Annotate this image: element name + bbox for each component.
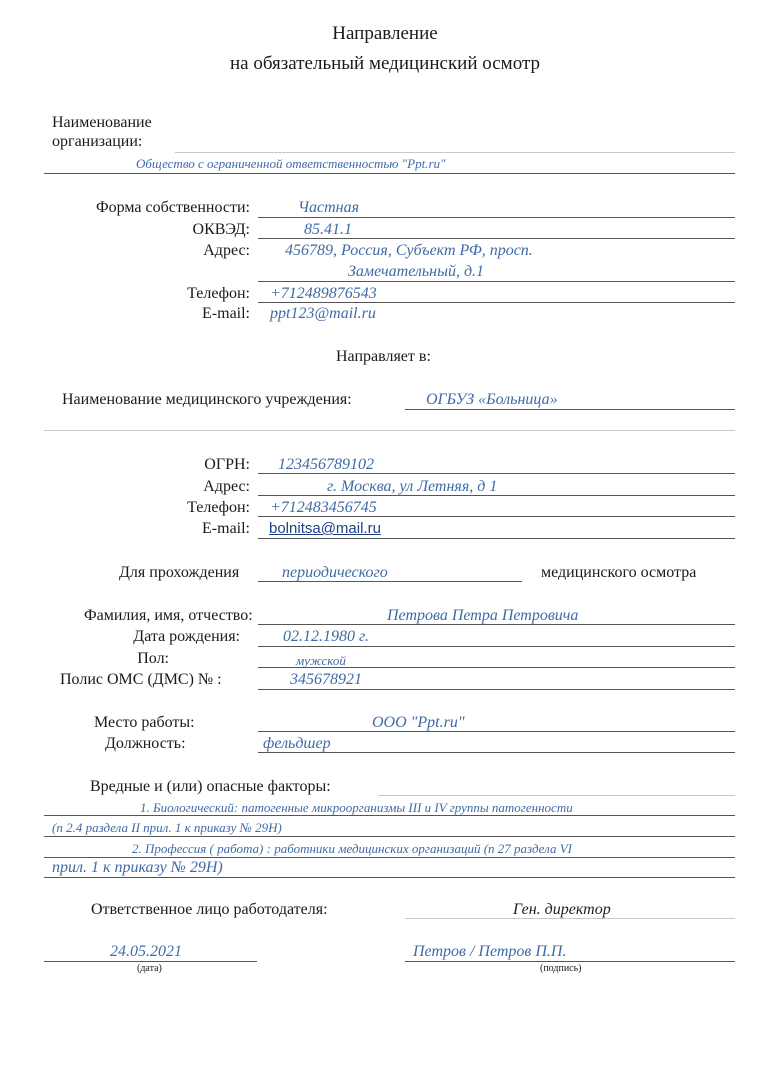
org-name-label: Наименование	[52, 114, 152, 131]
purpose-label: Для прохождения	[119, 564, 240, 581]
org-name-line	[44, 173, 735, 174]
purpose-line	[258, 581, 522, 582]
work-value: ООО "Ppt.ru"	[372, 714, 465, 731]
policy-label: Полис ОМС (ДМС) № :	[60, 671, 222, 688]
med-email-line	[258, 538, 735, 539]
signature-caption: (подпись)	[540, 963, 582, 974]
sex-label: Пол:	[137, 650, 169, 667]
med-address-label: Адрес:	[203, 478, 250, 495]
org-phone-line	[258, 302, 735, 303]
document-title: Направление	[332, 23, 438, 44]
med-phone-label: Телефон:	[187, 499, 250, 516]
org-address-value-1: 456789, Россия, Субъект РФ, просп.	[285, 242, 533, 259]
ownership-value: Частная	[298, 199, 360, 216]
org-name-value: Общество с ограниченной ответственностью "Ppt.ru"	[136, 156, 446, 171]
date-caption: (дата)	[137, 963, 162, 974]
factor-1-line-1-rule	[44, 815, 735, 816]
sends-to-label: Направляет в:	[336, 348, 431, 365]
org-phone-value: +712489876543	[270, 285, 377, 302]
work-line	[258, 731, 735, 732]
ogrn-line	[258, 473, 735, 474]
signature-line	[405, 961, 735, 962]
org-phone-label: Телефон:	[187, 285, 250, 302]
factors-label: Вредные и (или) опасные факторы:	[90, 778, 331, 795]
birth-label: Дата рождения:	[133, 628, 240, 645]
med-email-link[interactable]: bolnitsa@mail.ru	[269, 520, 381, 537]
med-address-value: г. Москва, ул Летняя, д 1	[327, 478, 498, 495]
date-value: 24.05.2021	[110, 943, 182, 960]
med-phone-line	[258, 516, 735, 517]
position-value: фельдшер	[263, 735, 331, 752]
fio-label: Фамилия, имя, отчество:	[84, 607, 253, 624]
position-line	[258, 752, 735, 753]
factor-2-line-1: 2. Профессия ( работа) : работники медицинских организаций (п 27 раздела VI	[132, 841, 572, 856]
birth-value: 02.12.1980 г.	[283, 628, 370, 645]
okved-line	[258, 238, 735, 239]
factor-2-line-1-rule	[44, 857, 735, 858]
fio-value: Петрова Петра Петровича	[387, 607, 579, 624]
factor-1-line-2: (п 2.4 раздела II прил. 1 к приказу № 29Н)	[52, 820, 282, 835]
policy-line	[258, 689, 735, 690]
signature-value: Петров / Петров П.П.	[413, 943, 567, 960]
med-email-label: E-mail:	[202, 520, 250, 537]
fio-line	[258, 624, 735, 625]
responsible-value: Ген. директор	[513, 901, 611, 918]
org-email-value: ppt123@mail.ru	[270, 305, 376, 322]
ogrn-label: ОГРН:	[204, 456, 250, 473]
date-line	[44, 961, 257, 962]
responsible-label: Ответственное лицо работодателя:	[91, 901, 328, 918]
purpose-label-after: медицинского осмотра	[541, 564, 697, 581]
factors-label-line	[378, 795, 735, 796]
okved-value: 85.41.1	[304, 221, 352, 238]
factor-1-line-2-rule	[44, 836, 735, 837]
med-name-line	[405, 409, 735, 410]
ogrn-value: 123456789102	[278, 456, 374, 473]
org-address-line	[258, 281, 735, 282]
work-label: Место работы:	[94, 714, 195, 731]
med-name-label: Наименование медицинского учреждения:	[62, 391, 352, 408]
sex-line	[258, 667, 735, 668]
factor-2-line-2-rule	[44, 877, 735, 878]
okved-label: ОКВЭД:	[192, 221, 250, 238]
ownership-label: Форма собственности:	[95, 199, 250, 216]
position-label: Должность:	[105, 735, 186, 752]
document-subtitle: на обязательный медицинский осмотр	[230, 53, 540, 74]
med-phone-value: +712483456745	[270, 499, 377, 516]
policy-value: 345678921	[290, 671, 362, 688]
ownership-line	[258, 217, 735, 218]
med-name-value: ОГБУЗ «Больница»	[426, 391, 558, 408]
factor-1-line-1: 1. Биологический: патогенные микроорганизмы III и IV группы патогенности	[140, 800, 573, 815]
org-name-upper-line	[175, 152, 735, 153]
org-email-label: E-mail:	[202, 305, 250, 322]
responsible-line	[405, 918, 735, 919]
org-name-label-2: организации:	[52, 133, 143, 150]
birth-line	[258, 646, 735, 647]
sex-value: мужской	[296, 653, 346, 668]
org-address-label: Адрес:	[203, 242, 250, 259]
purpose-value: периодического	[282, 564, 388, 581]
section-divider	[44, 430, 735, 431]
org-address-value-2: Замечательный, д.1	[348, 263, 485, 280]
med-address-line	[258, 495, 735, 496]
factor-2-line-2: прил. 1 к приказу № 29Н)	[52, 859, 223, 876]
